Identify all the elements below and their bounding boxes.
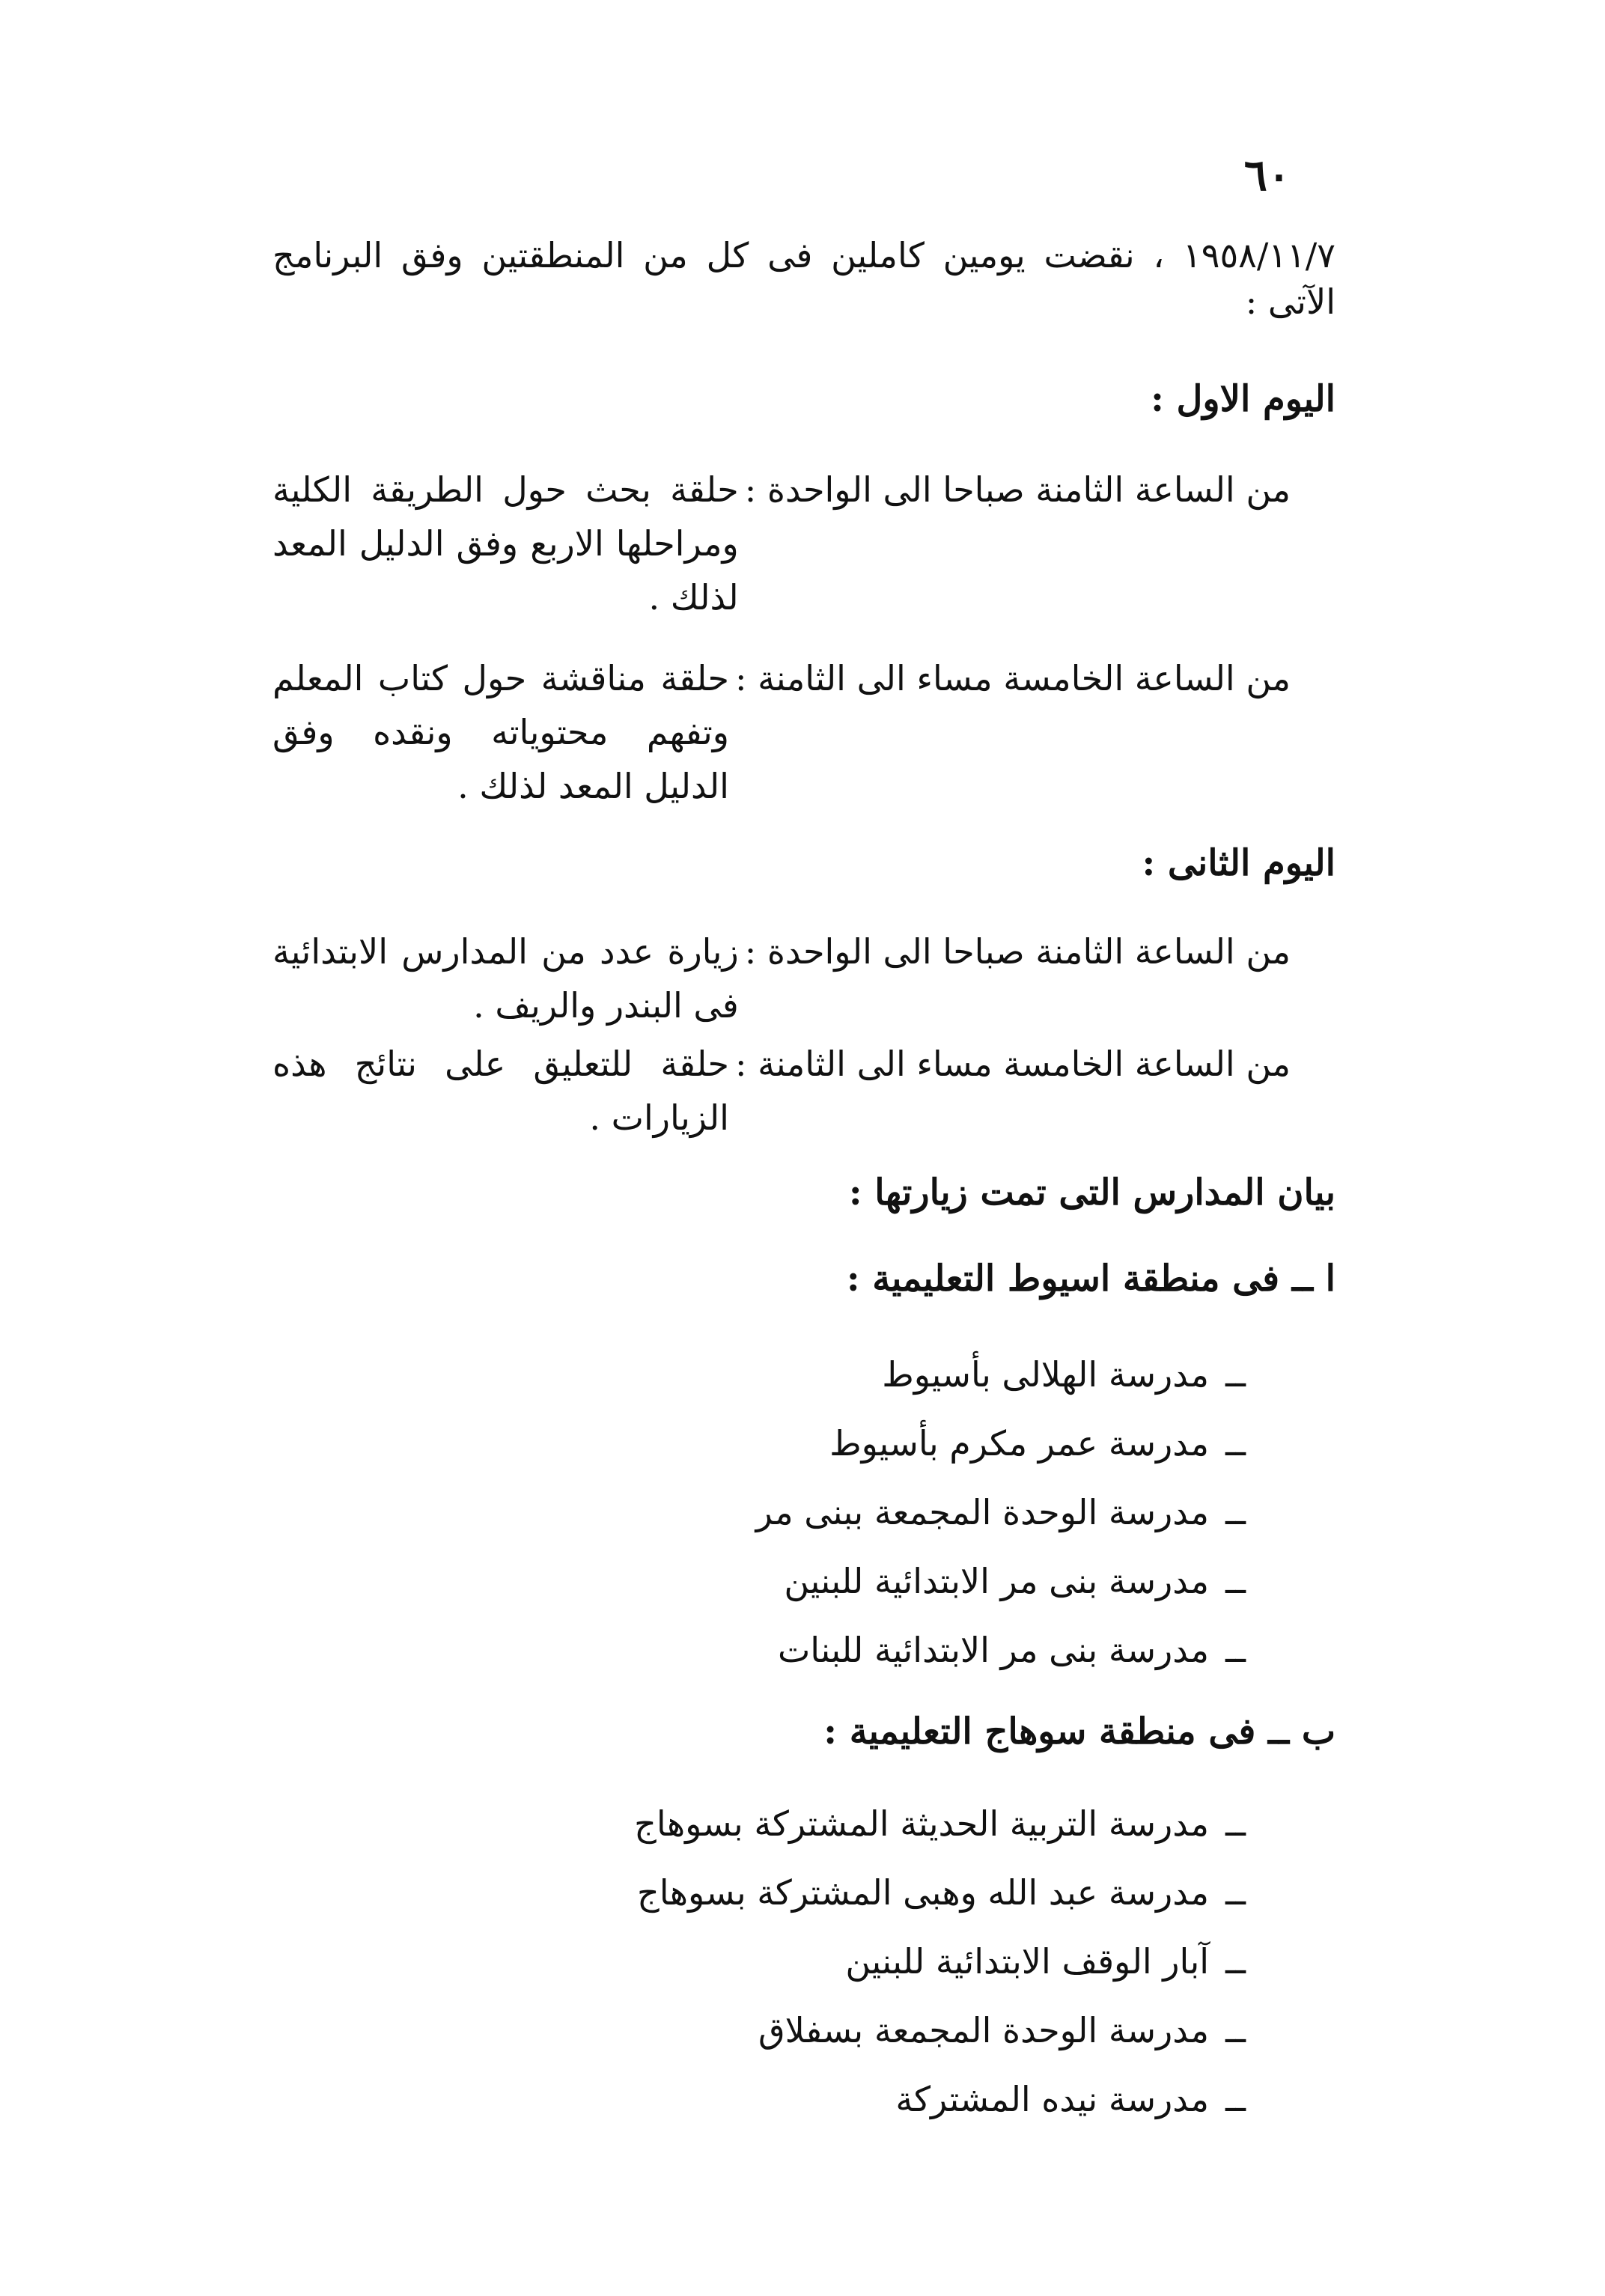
school-name: مدرسة بنى مر الابتدائية للبنات [778, 1630, 1210, 1670]
list-item [634, 2065, 1246, 2134]
schools-heading: بيان المدارس التى تمت زيارتها : [848, 1172, 1336, 1214]
school-name: مدرسة التربية الحديثة المشتركة بسوهاج [634, 1803, 1210, 1844]
day1-schedule-row-1 [272, 463, 1291, 624]
region-a-school-list [756, 1340, 1246, 1684]
school-name: مدرسة عبد الله وهبى المشتركة بسوهاج [637, 1872, 1210, 1913]
schedule-time: من الساعة الخامسة مساء الى الثامنة : [734, 658, 1291, 698]
region-b-school-list [634, 1789, 1246, 2134]
schedule-description: حلقة للتعليق على نتائج هذه الزيارات . [272, 1044, 729, 1138]
day2-heading: اليوم الثانى : [1142, 842, 1336, 884]
list-dash: ــ [1225, 1872, 1246, 1913]
school-name: آبار الوقف الابتدائية للبنين [845, 1941, 1210, 1982]
list-dash: ــ [1225, 1354, 1246, 1395]
schedule-description: زيارة عدد من المدارس الابتدائية فى البندر والريف . [272, 931, 739, 1026]
school-name: مدرسة الوحدة المجمعة ببنى مر [755, 1492, 1210, 1532]
list-item [756, 1340, 1246, 1409]
list-item [634, 1927, 1246, 1996]
list-dash: ــ [1225, 2079, 1246, 2119]
day2-schedule-row-1 [272, 925, 1291, 1032]
region-a-heading: ا ــ فى منطقة اسيوط التعليمية : [846, 1258, 1336, 1300]
day2-schedule-row-2 [272, 1037, 1291, 1145]
schedule-description: حلقة بحث حول الطريقة الكلية ومراحلها الاربع وفق الدليل المعد لذلك . [272, 469, 739, 618]
list-item [756, 1547, 1246, 1616]
list-dash: ــ [1225, 1423, 1246, 1464]
list-dash: ــ [1225, 1803, 1246, 1844]
school-name: مدرسة الهلالى بأسيوط [882, 1354, 1210, 1395]
list-item [756, 1478, 1246, 1547]
school-name: مدرسة بنى مر الابتدائية للبنين [784, 1561, 1210, 1601]
school-name: مدرسة الوحدة المجمعة بسفلاق [758, 2010, 1210, 2050]
list-dash: ــ [1225, 1941, 1246, 1982]
list-item [756, 1616, 1246, 1684]
day1-schedule-row-2 [272, 651, 1291, 813]
schedule-description: حلقة مناقشة حول كتاب المعلم وتفهم محتوياته ونقده وفق الدليل المعد لذلك . [272, 658, 729, 806]
school-name: مدرسة نيده المشتركة [895, 2079, 1210, 2119]
schedule-time: من الساعة الثامنة صباحا الى الواحدة : [744, 469, 1291, 510]
list-item [756, 1409, 1246, 1478]
school-name: مدرسة عمر مكرم بأسيوط [829, 1423, 1210, 1464]
list-item [634, 1858, 1246, 1927]
schedule-time: من الساعة الخامسة مساء الى الثامنة : [734, 1044, 1291, 1084]
day1-heading: اليوم الاول : [1151, 378, 1336, 420]
list-item [634, 1996, 1246, 2065]
list-dash: ــ [1225, 1492, 1246, 1532]
intro-paragraph: ١٩٥٨/١١/٧ ، نقضت يومين كاملين فى كل من المنطقتين وفق البرنامج الآتى : [272, 235, 1336, 322]
list-item [634, 1789, 1246, 1858]
list-dash: ــ [1225, 1561, 1246, 1601]
list-dash: ــ [1225, 1630, 1246, 1670]
page-number: ٦٠ [1243, 150, 1291, 201]
region-b-heading: ب ــ فى منطقة سوهاج التعليمية : [823, 1711, 1336, 1753]
schedule-time: من الساعة الثامنة صباحا الى الواحدة : [744, 931, 1291, 972]
list-dash: ــ [1225, 2010, 1246, 2050]
